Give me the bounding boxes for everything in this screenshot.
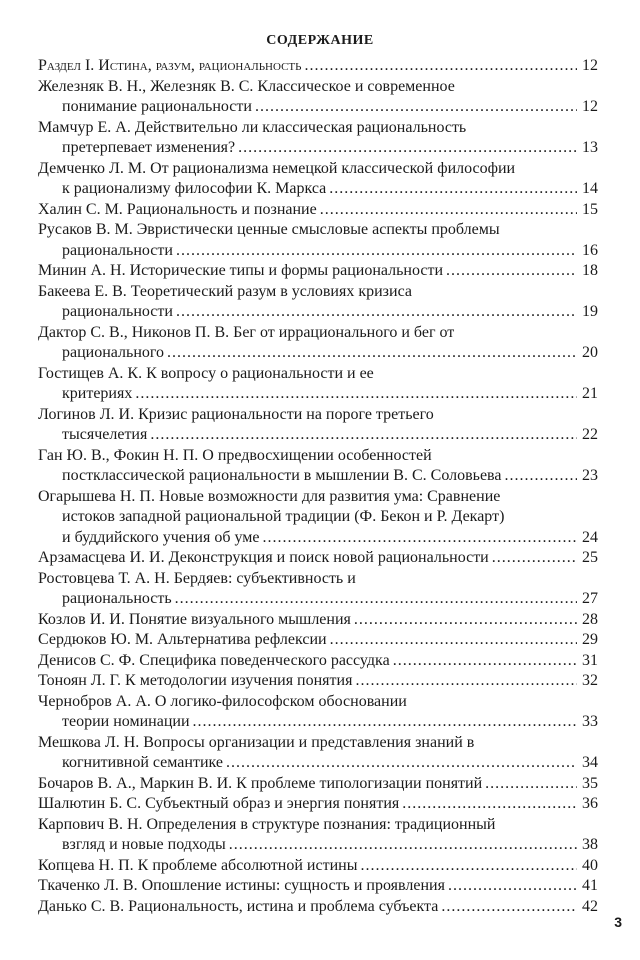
toc-entry xyxy=(38,487,598,549)
toc-entry-row xyxy=(38,466,598,487)
dot-leader xyxy=(485,774,577,795)
toc-entry-row xyxy=(38,343,598,364)
toc-entry-line: Железняк В. Н., Железняк В. С. Классическое и современное xyxy=(38,77,455,95)
toc-entry-row xyxy=(38,302,598,323)
toc-entry-row xyxy=(38,56,598,77)
dot-leader xyxy=(176,241,577,262)
toc-entry-line: Демченко Л. М. От рационализма немецкой классической философии xyxy=(38,159,516,177)
toc-entry-row xyxy=(38,241,598,262)
toc-page-number: 12 xyxy=(582,98,598,115)
toc-entry-line: Минин А. Н. Исторические типы и формы рациональности xyxy=(38,262,444,279)
toc-page-number: 40 xyxy=(582,856,598,874)
toc-page-number: 41 xyxy=(582,877,598,894)
toc-entry xyxy=(38,651,598,672)
toc-entry xyxy=(38,671,598,692)
toc-entry-row xyxy=(38,528,598,549)
toc-entry-line: Чернобров А. А. О логико-философском обосновании xyxy=(38,692,407,710)
dot-leader xyxy=(135,384,577,405)
toc-entry xyxy=(38,630,598,651)
toc-entry xyxy=(38,774,598,795)
toc-entry-row xyxy=(38,261,598,282)
toc-page-number: 19 xyxy=(582,303,598,320)
toc-entry-row xyxy=(38,856,598,877)
toc-entry xyxy=(38,610,598,631)
toc-entry xyxy=(38,282,598,323)
toc-entry-line: и буддийского учения об уме xyxy=(62,528,260,546)
dot-leader xyxy=(441,897,577,918)
toc-page-number: 20 xyxy=(582,344,598,361)
toc-entry-line: Бочаров В. А., Маркин В. И. К проблеме типологизации понятий xyxy=(38,774,483,792)
toc-entry-row xyxy=(38,200,598,221)
dot-leader xyxy=(492,548,577,569)
toc-page-number: 16 xyxy=(582,241,598,259)
toc-entry-row xyxy=(38,97,598,118)
toc-entry-line: Сердюков Ю. М. Альтернатива рефлексии xyxy=(38,631,327,648)
toc-entry-row xyxy=(38,630,598,651)
toc-entry-line: Гостищев А. К. К вопросу о рациональности и ее xyxy=(38,364,374,382)
toc-entry-line: Дактор С. В., Никонов П. В. Бег от иррационального и бег от xyxy=(38,323,455,341)
toc-entry-line: Русаков В. М. Эвристически ценные смысловые аспекты проблемы xyxy=(38,221,500,238)
toc-entry xyxy=(38,548,598,569)
toc-entry xyxy=(38,77,598,118)
toc-page-number: 42 xyxy=(582,897,598,915)
table-of-contents xyxy=(38,56,598,917)
dot-leader xyxy=(304,56,577,77)
toc-entry-line: Ростовцева Т. А. Н. Бердяев: субъективность и xyxy=(38,569,356,587)
toc-entry-row xyxy=(38,138,598,159)
toc-entry xyxy=(38,733,598,774)
toc-entry xyxy=(38,876,598,897)
toc-page-number: 36 xyxy=(582,795,598,812)
toc-page-number: 35 xyxy=(582,774,598,792)
toc-entry-line: Логинов Л. И. Кризис рациональности на пороге третьего xyxy=(38,405,434,423)
toc-entry-line: понимание рациональности xyxy=(62,98,252,115)
toc-entry-line: Халин С. М. Рациональность и познание xyxy=(38,200,317,218)
toc-entry-row xyxy=(38,425,598,446)
toc-entry-row xyxy=(38,610,598,631)
section-heading: Раздел I. Истина, разум, рациональность xyxy=(38,57,302,74)
dot-leader xyxy=(150,425,577,446)
toc-entry-line: теории номинации xyxy=(62,713,190,730)
toc-entry-line: взгляд и новые подходы xyxy=(62,836,226,853)
dot-leader xyxy=(446,261,577,282)
dot-leader xyxy=(355,671,577,692)
toc-entry-row xyxy=(38,179,598,200)
toc-entry xyxy=(38,897,598,918)
toc-entry-line: рациональность xyxy=(62,590,172,607)
toc-entry xyxy=(38,220,598,261)
toc-entry xyxy=(38,261,598,282)
toc-entry xyxy=(38,159,598,200)
toc-entry-line: критериях xyxy=(62,385,133,402)
toc-page-number: 28 xyxy=(582,610,598,628)
toc-entry-row xyxy=(38,548,598,569)
toc-page-number: 29 xyxy=(582,631,598,648)
toc-page-number: 12 xyxy=(582,57,598,74)
toc-entry-line: тысячелетия xyxy=(62,426,148,443)
toc-entry-line: претерпевает изменения? xyxy=(62,139,236,156)
toc-entry xyxy=(38,364,598,405)
toc-entry-line: Денисов С. Ф. Специфика поведенческого рассудка xyxy=(38,651,390,669)
toc-entry-line: Карпович В. Н. Определения в структуре познания: традиционный xyxy=(38,815,496,833)
toc-entry-line: Огарышева Н. П. Новые возможности для развития ума: Сравнение xyxy=(38,487,501,505)
dot-leader xyxy=(354,610,577,631)
toc-entry xyxy=(38,815,598,856)
dot-leader xyxy=(167,343,577,364)
dot-leader xyxy=(329,179,577,200)
toc-entry-row xyxy=(38,897,598,918)
toc-entry xyxy=(38,118,598,159)
toc-entry xyxy=(38,323,598,364)
toc-page-number: 34 xyxy=(582,754,598,771)
toc-entry-line: истоков западной рациональной традиции (Ф. Бекон и Р. Декарт) xyxy=(62,508,505,525)
toc-entry xyxy=(38,692,598,733)
toc-entry-line: Данько С. В. Рациональность, истина и проблема субъекта xyxy=(38,897,439,915)
toc-entry-row xyxy=(38,876,598,897)
page-title: СОДЕРЖАНИЕ xyxy=(266,33,374,48)
toc-entry-row xyxy=(38,589,598,610)
toc-entry-line: рационального xyxy=(62,344,165,361)
toc-entry-line: постклассической рациональности в мышлении В. С. Соловьева xyxy=(62,467,502,484)
toc-entry-line: Шалютин Б. С. Субъектный образ и энергия понятия xyxy=(38,795,400,812)
toc-page-number: 32 xyxy=(582,672,598,689)
toc-entry xyxy=(38,56,598,77)
dot-leader xyxy=(255,97,577,118)
toc-entry-line: Тоноян Л. Г. К методологии изучения понятия xyxy=(38,672,353,689)
toc-page-number: 33 xyxy=(582,713,598,730)
toc-entry-row xyxy=(38,753,598,774)
toc-entry-row xyxy=(38,774,598,795)
toc-entry-line: когнитивной семантике xyxy=(62,754,223,771)
toc-entry-line: рациональности xyxy=(62,241,173,259)
toc-entry-line: Ган Ю. В., Фокин Н. П. О предвосхищении особенностей xyxy=(38,446,432,464)
dot-leader xyxy=(226,753,577,774)
dot-leader xyxy=(263,528,577,549)
toc-entry-line: Бакеева Е. В. Теоретический разум в условиях кризиса xyxy=(38,282,412,300)
toc-entry-line: Копцева Н. П. К проблеме абсолютной истины xyxy=(38,856,358,874)
toc-entry xyxy=(38,794,598,815)
toc-entry-line: к рационализму философии К. Маркса xyxy=(62,180,327,197)
toc-entry xyxy=(38,405,598,446)
toc-entry-row xyxy=(38,671,598,692)
dot-leader xyxy=(402,794,577,815)
toc-entry-line: Арзамасцева И. И. Деконструкция и поиск новой рациональности xyxy=(38,549,489,566)
toc-page-number: 24 xyxy=(582,528,598,546)
dot-leader xyxy=(193,712,577,733)
toc-page-number: 25 xyxy=(582,549,598,566)
toc-page-number: 22 xyxy=(582,426,598,443)
toc-page-number: 38 xyxy=(582,836,598,853)
page-number: 3 xyxy=(614,914,622,930)
toc-entry xyxy=(38,856,598,877)
dot-leader xyxy=(330,630,577,651)
toc-page-number: 15 xyxy=(582,200,598,218)
toc-entry-row xyxy=(38,794,598,815)
dot-leader xyxy=(320,200,577,221)
dot-leader xyxy=(393,651,577,672)
toc-entry-row xyxy=(38,384,598,405)
toc-entry-row xyxy=(38,712,598,733)
toc-page-number: 13 xyxy=(582,139,598,156)
dot-leader xyxy=(448,876,577,897)
dot-leader xyxy=(505,466,578,487)
toc-entry-row xyxy=(38,651,598,672)
toc-entry xyxy=(38,200,598,221)
toc-page-number: 23 xyxy=(582,467,598,484)
toc-entry-row xyxy=(38,835,598,856)
toc-page-number: 21 xyxy=(582,385,598,402)
toc-entry-line: Мамчур Е. А. Действительно ли классическая рациональность xyxy=(38,118,467,136)
toc-page-number: 18 xyxy=(582,262,598,279)
toc-entry-line: рациональности xyxy=(62,303,173,320)
dot-leader xyxy=(176,302,577,323)
toc-entry-line: Козлов И. И. Понятие визуального мышления xyxy=(38,610,351,628)
dot-leader xyxy=(360,856,577,877)
toc-entry-line: Ткаченко Л. В. Опошление истины: сущность и проявления xyxy=(38,877,445,894)
toc-entry xyxy=(38,446,598,487)
toc-entry xyxy=(38,569,598,610)
toc-page-number: 27 xyxy=(582,590,598,607)
dot-leader xyxy=(238,138,577,159)
toc-entry-line: Мешкова Л. Н. Вопросы организации и представления знаний в xyxy=(38,733,475,751)
dot-leader xyxy=(175,589,577,610)
toc-page-number: 31 xyxy=(582,651,598,669)
dot-leader xyxy=(229,835,577,856)
toc-page-number: 14 xyxy=(582,180,598,197)
